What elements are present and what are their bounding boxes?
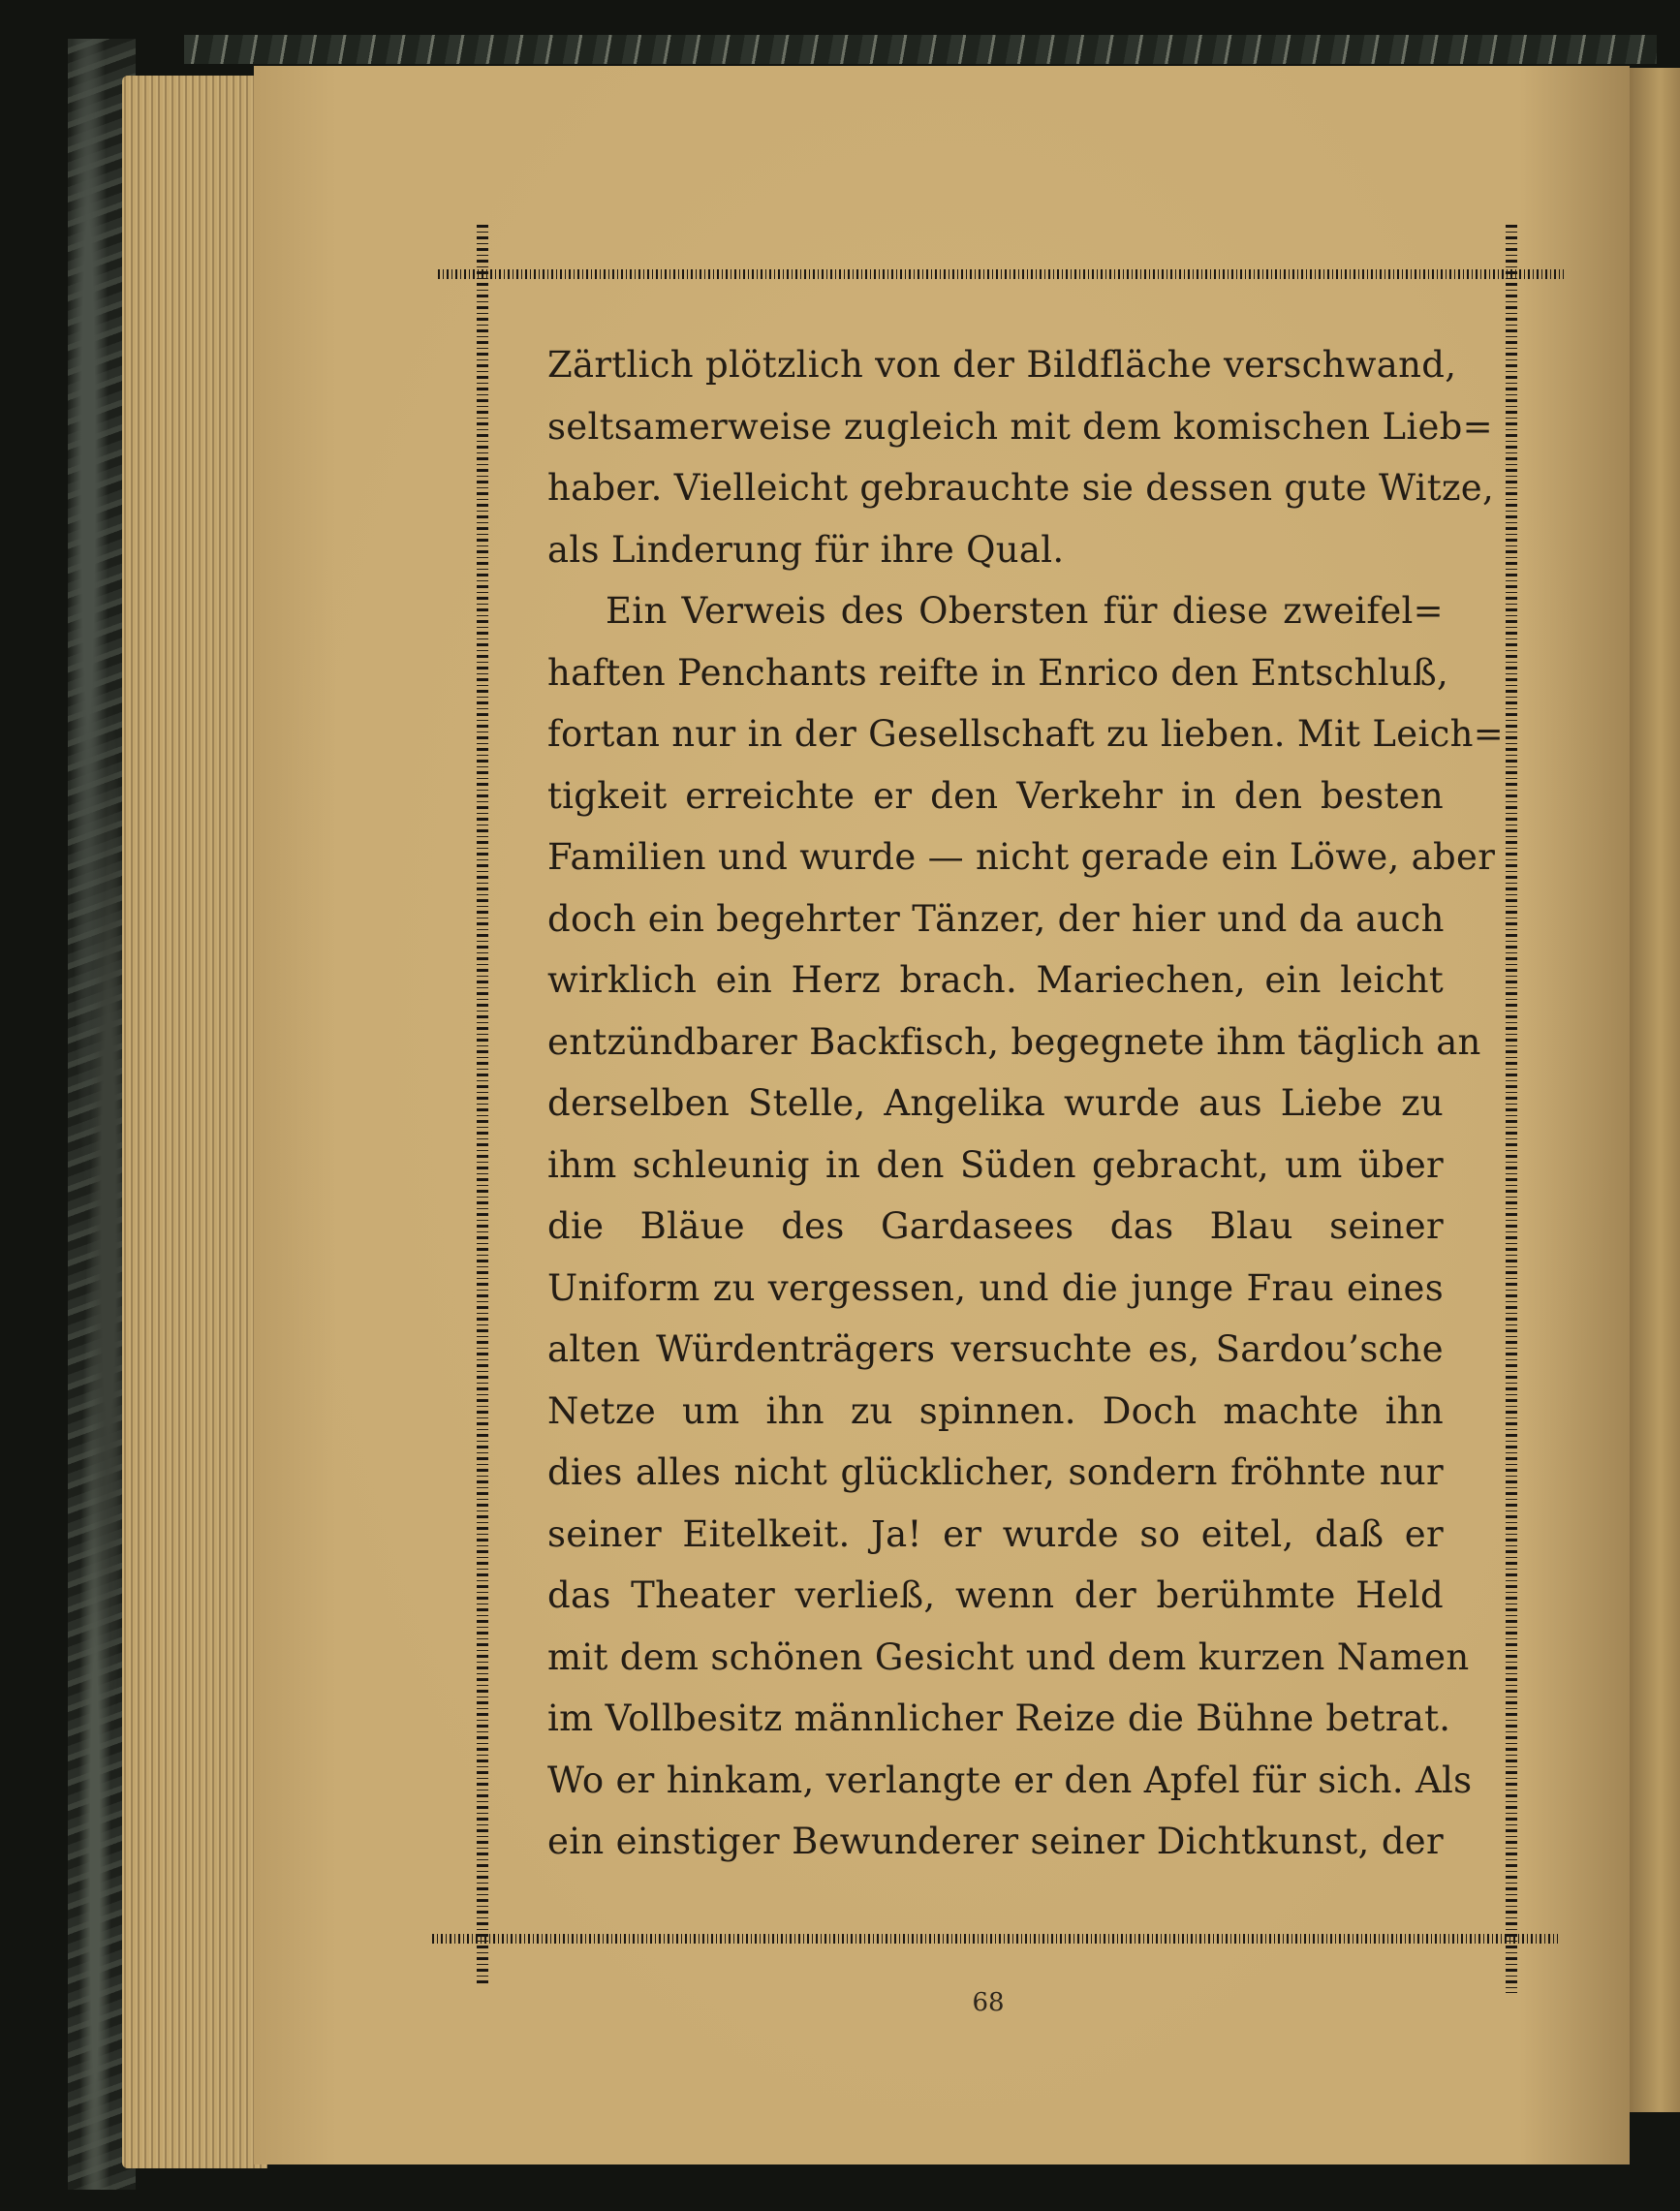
text-line: das Theater verließ, wenn der berühmte Held: [547, 1574, 1444, 1616]
text-line: Familien und wurde — nicht gerade ein Löwe, aber: [547, 836, 1496, 878]
text-line: Ein Verweis des Obersten für diese zweifel=: [606, 590, 1444, 632]
text-line: ihm schleunig in den Süden gebracht, um über: [547, 1143, 1444, 1186]
text-line: mit dem schönen Gesicht und dem kurzen Namen: [547, 1635, 1470, 1678]
text-line: tigkeit erreichte er den Verkehr in den besten: [547, 774, 1444, 817]
text-line: entzündbarer Backfisch, begegnete ihm täglich an: [547, 1020, 1481, 1063]
top-binding-edge: [184, 35, 1657, 64]
page-edges: [122, 76, 267, 2168]
text-line: seltsamerweise zugleich mit dem komischen Lieb=: [547, 405, 1493, 448]
text-line: seiner Eitelkeit. Ja! er wurde so eitel, daß er: [547, 1512, 1444, 1555]
text-line: ein einstiger Bewunderer seiner Dichtkunst, der: [547, 1821, 1444, 1862]
frame-left-rule: [477, 225, 488, 1983]
text-line: derselben Stelle, Angelika wurde aus Liebe zu: [547, 1082, 1444, 1124]
frame-right-rule: [1506, 225, 1517, 1993]
page-number: 68: [972, 1988, 1005, 2017]
frame-top-rule: [438, 269, 1564, 279]
frame-bottom-rule: [432, 1934, 1558, 1944]
text-line: im Vollbesitz männlicher Reize die Bühne betrat.: [547, 1697, 1451, 1739]
text-line: Zärtlich plötzlich von der Bildfläche verschwand,: [547, 344, 1457, 386]
text-line: die Bläue des Gardasees das Blau seiner: [547, 1205, 1444, 1247]
text-line: alten Würdenträgers versuchte es, Sardou’sche: [547, 1328, 1444, 1370]
body-text: [547, 334, 1505, 1873]
facing-page-edge: [1630, 68, 1680, 2112]
text-line: haften Penchants reifte in Enrico den Entschluß,: [547, 651, 1449, 694]
text-line: fortan nur in der Gesellschaft zu lieben. Mit Leich=: [547, 713, 1505, 755]
text-line: Netze um ihn zu spinnen. Doch machte ihn: [547, 1389, 1444, 1432]
text-line: haber. Vielleicht gebrauchte sie dessen gute Witze,: [547, 467, 1495, 509]
text-line: Wo er hinkam, verlangte er den Apfel für sich. Als: [547, 1759, 1473, 1801]
text-line: doch ein begehrter Tänzer, der hier und da auch: [547, 897, 1445, 940]
text-line: wirklich ein Herz brach. Mariechen, ein leicht: [547, 959, 1444, 1001]
text-line: als Linderung für ihre Qual.: [547, 528, 1065, 571]
text-line: Uniform zu vergessen, und die junge Frau eines: [547, 1266, 1444, 1309]
text-line: dies alles nicht glücklicher, sondern fröhnte nur: [547, 1451, 1444, 1493]
